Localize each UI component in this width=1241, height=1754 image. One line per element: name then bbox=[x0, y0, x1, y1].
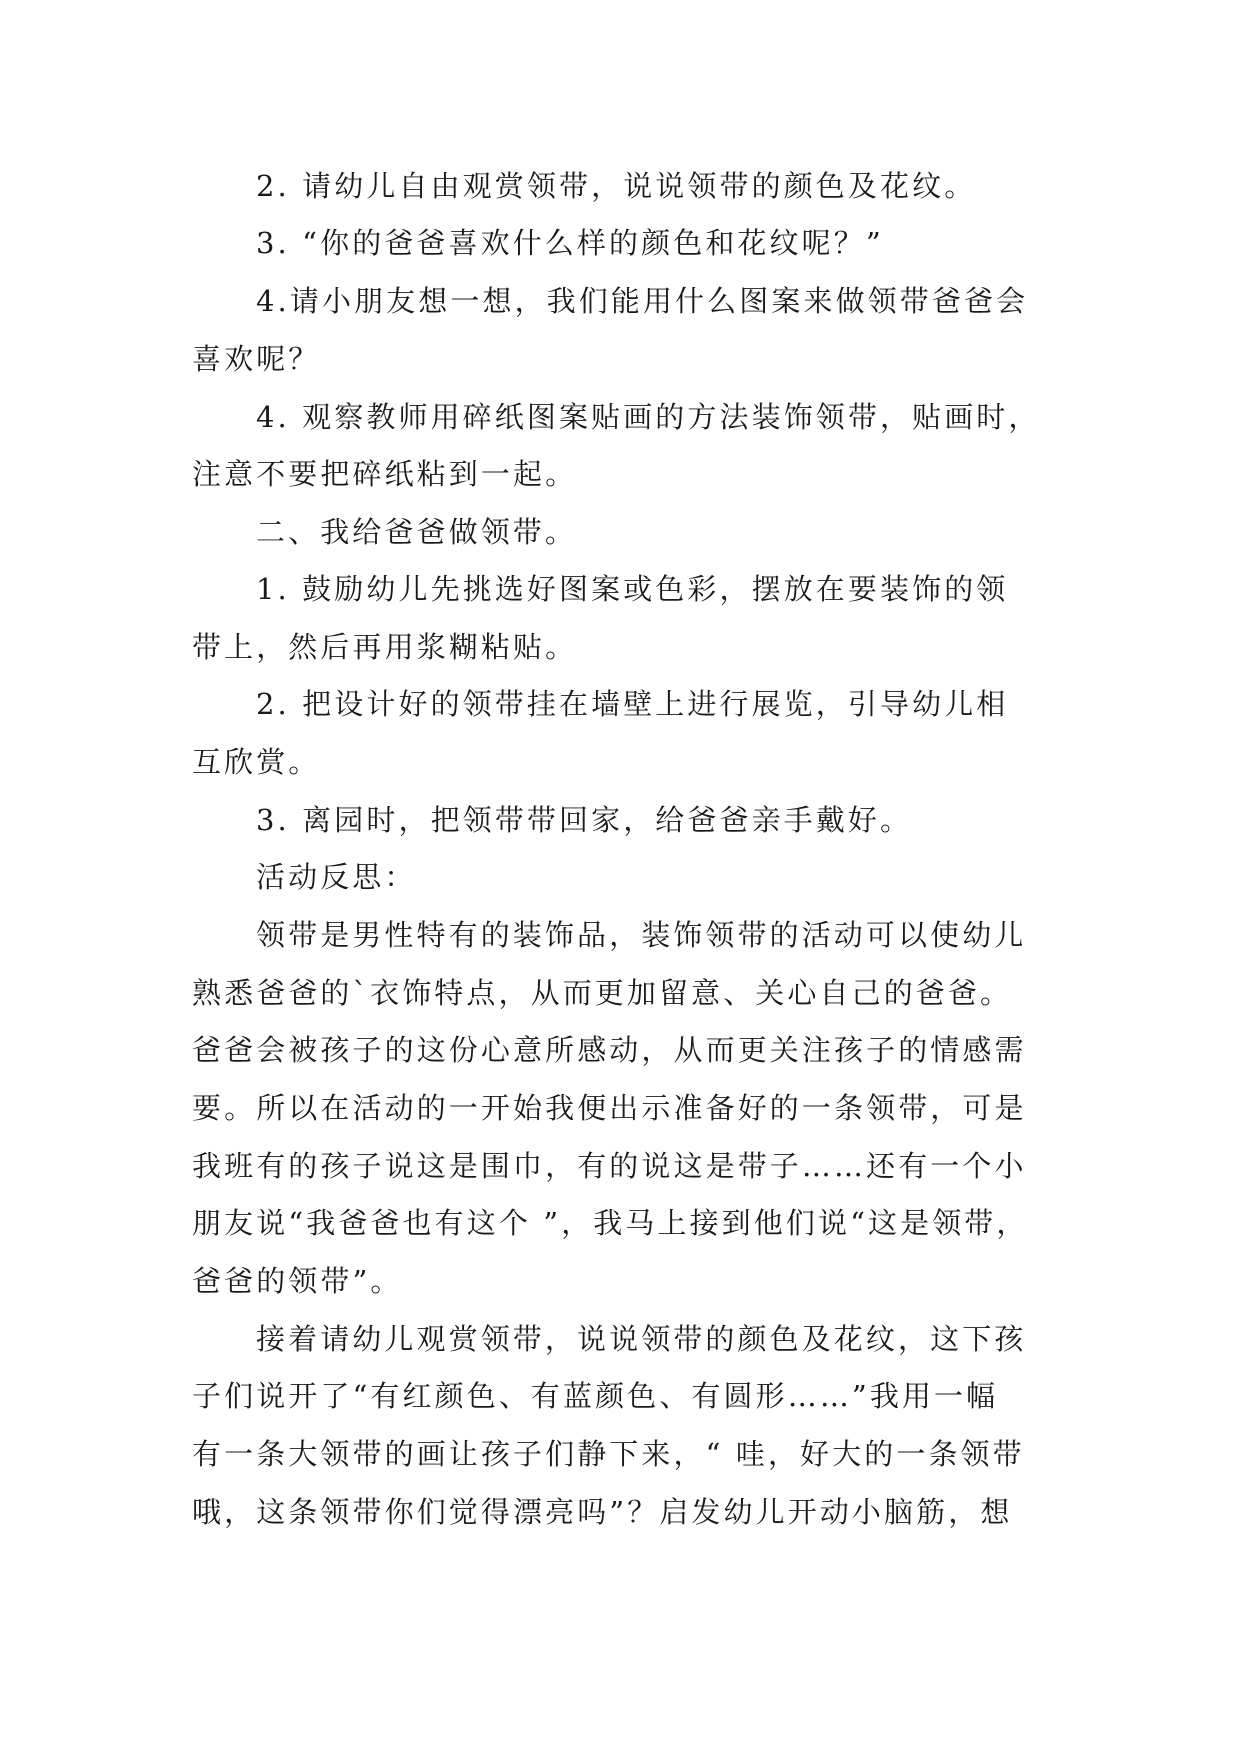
text-line: 4.请小朋友想一想，我们能用什么图案来做领带爸爸会 bbox=[256, 284, 1029, 318]
text-line: 喜欢呢？ bbox=[192, 342, 321, 376]
text-line: 2. 把设计好的领带挂在墙壁上进行展览，引导幼儿相 bbox=[256, 687, 1009, 721]
text-line: 我班有的孩子说这是围巾，有的说这是带子……还有一个小 bbox=[192, 1149, 1027, 1183]
text-line: 爸爸的领带”。 bbox=[192, 1264, 403, 1298]
text-line: 带上，然后再用浆糊粘贴。 bbox=[192, 630, 578, 664]
text-line: 4. 观察教师用碎纸图案贴画的方法装饰领带，贴画时， bbox=[256, 400, 1041, 434]
text-line: 互欣赏。 bbox=[192, 745, 321, 779]
text-line: 有一条大领带的画让孩子们静下来，“ 哇，好大的一条领带 bbox=[192, 1437, 1025, 1471]
text-line: 朋友说“我爸爸也有这个 ”，我马上接到他们说“这是领带， bbox=[192, 1206, 1029, 1240]
text-line: 3. “你的爸爸喜欢什么样的颜色和花纹呢？” bbox=[256, 226, 884, 260]
section-heading: 活动反思： bbox=[256, 860, 417, 894]
text-line: 1. 鼓励幼儿先挑选好图案或色彩，摆放在要装饰的领 bbox=[256, 572, 1009, 606]
text-line: 熟悉爸爸的`衣饰特点，从而更加留意、关心自己的爸爸。 bbox=[192, 976, 1013, 1010]
text-line: 爸爸会被孩子的这份心意所感动，从而更关注孩子的情感需 bbox=[192, 1033, 1027, 1067]
text-line: 注意不要把碎纸粘到一起。 bbox=[192, 457, 578, 491]
text-line: 要。所以在活动的一开始我便出示准备好的一条领带，可是 bbox=[192, 1091, 1027, 1125]
text-line: 3. 离园时，把领带带回家，给爸爸亲手戴好。 bbox=[256, 803, 913, 837]
text-line: 哦，这条领带你们觉得漂亮吗”？启发幼儿开动小脑筋，想 bbox=[192, 1495, 1013, 1529]
text-line: 接着请幼儿观赏领带，说说领带的颜色及花纹，这下孩 bbox=[256, 1322, 1027, 1356]
text-line: 2. 请幼儿自由观赏领带，说说领带的颜色及花纹。 bbox=[256, 169, 977, 203]
text-line: 领带是男性特有的装饰品，装饰领带的活动可以使幼儿 bbox=[256, 918, 1027, 952]
text-line: 子们说开了“有红颜色、有蓝颜色、有圆形……”我用一幅 bbox=[192, 1379, 999, 1413]
section-heading: 二、我给爸爸做领带。 bbox=[256, 515, 578, 549]
